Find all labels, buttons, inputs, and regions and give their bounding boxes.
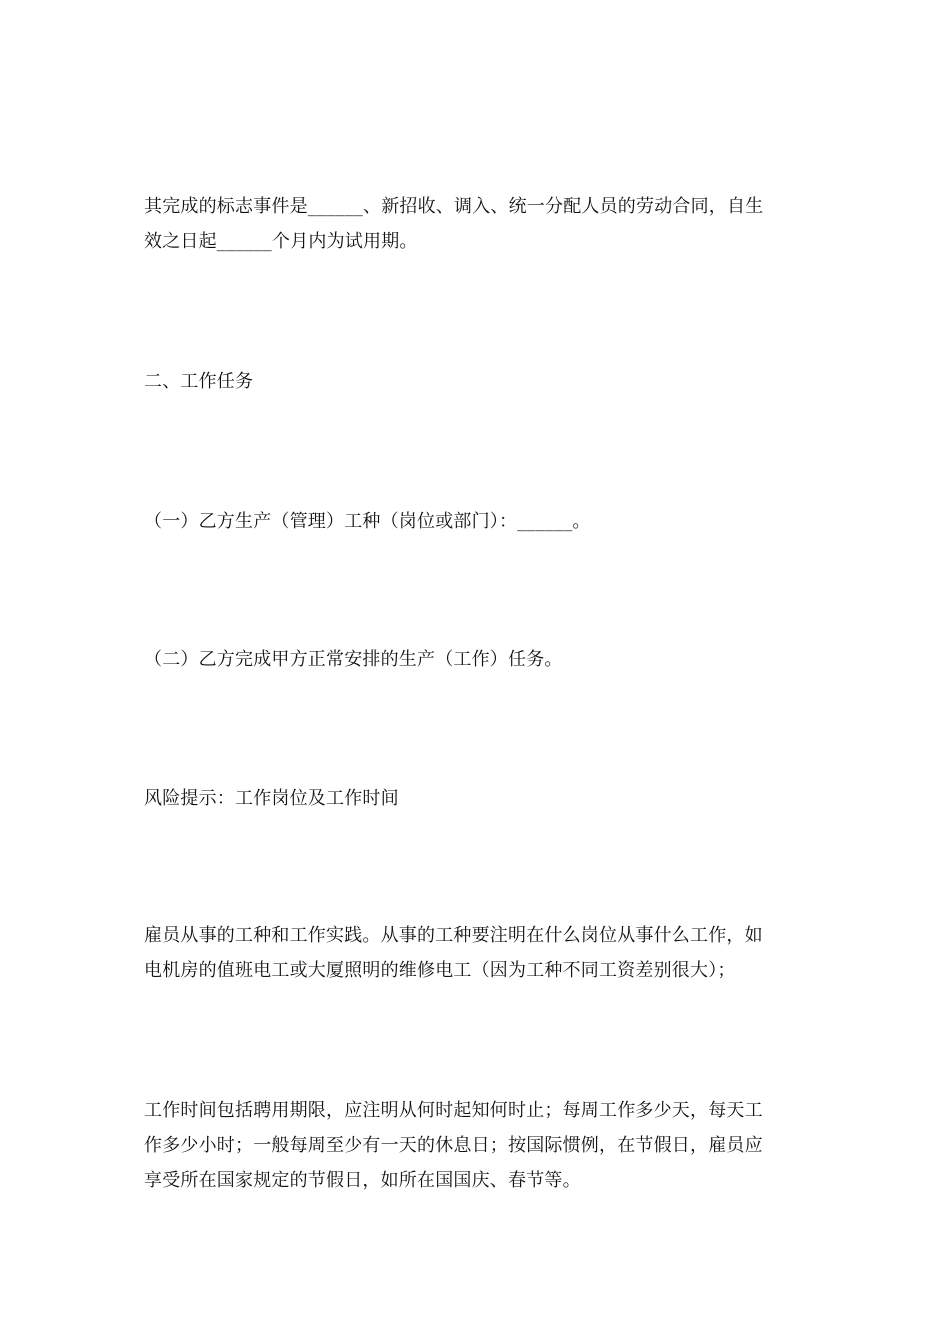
paragraph-line: 享受所在国家规定的节假日，如所在国国庆、春节等。 bbox=[144, 1170, 581, 1191]
risk-tip-hours-paragraph bbox=[144, 1093, 799, 1198]
clause-work-tasks bbox=[144, 642, 799, 677]
paragraph-line: 作多少小时；一般每周至少有一天的休息日；按国际惯例，在节假日，雇员应 bbox=[144, 1135, 763, 1156]
clause-job-type bbox=[144, 504, 799, 539]
paragraph-line: 其完成的标志事件是______、新招收、调入、统一分配人员的劳动合同，自生 bbox=[144, 196, 764, 217]
paragraph-line: 雇员从事的工种和工作实践。从事的工种要注明在什么岗位从事什么工作，如 bbox=[144, 925, 763, 946]
paragraph-line: （一）乙方生产（管理）工种（岗位或部门）：______。 bbox=[144, 511, 591, 532]
paragraph-line: 效之日起______个月内为试用期。 bbox=[144, 231, 418, 252]
probation-clause-paragraph bbox=[144, 189, 799, 259]
risk-tip-job-paragraph bbox=[144, 918, 799, 988]
section-heading-work-tasks bbox=[144, 364, 799, 399]
paragraph-line: 工作时间包括聘用期限，应注明从何时起知何时止；每周工作多少天，每天工 bbox=[144, 1100, 763, 1121]
paragraph-line: 电机房的值班电工或大厦照明的维修电工（因为工种不同工资差别很大）； bbox=[144, 960, 736, 981]
heading-text: 风险提示：工作岗位及工作时间 bbox=[144, 788, 399, 809]
heading-text: 二、工作任务 bbox=[144, 371, 254, 392]
risk-tip-heading bbox=[144, 781, 799, 816]
paragraph-line: （二）乙方完成甲方正常安排的生产（工作）任务。 bbox=[144, 649, 563, 670]
